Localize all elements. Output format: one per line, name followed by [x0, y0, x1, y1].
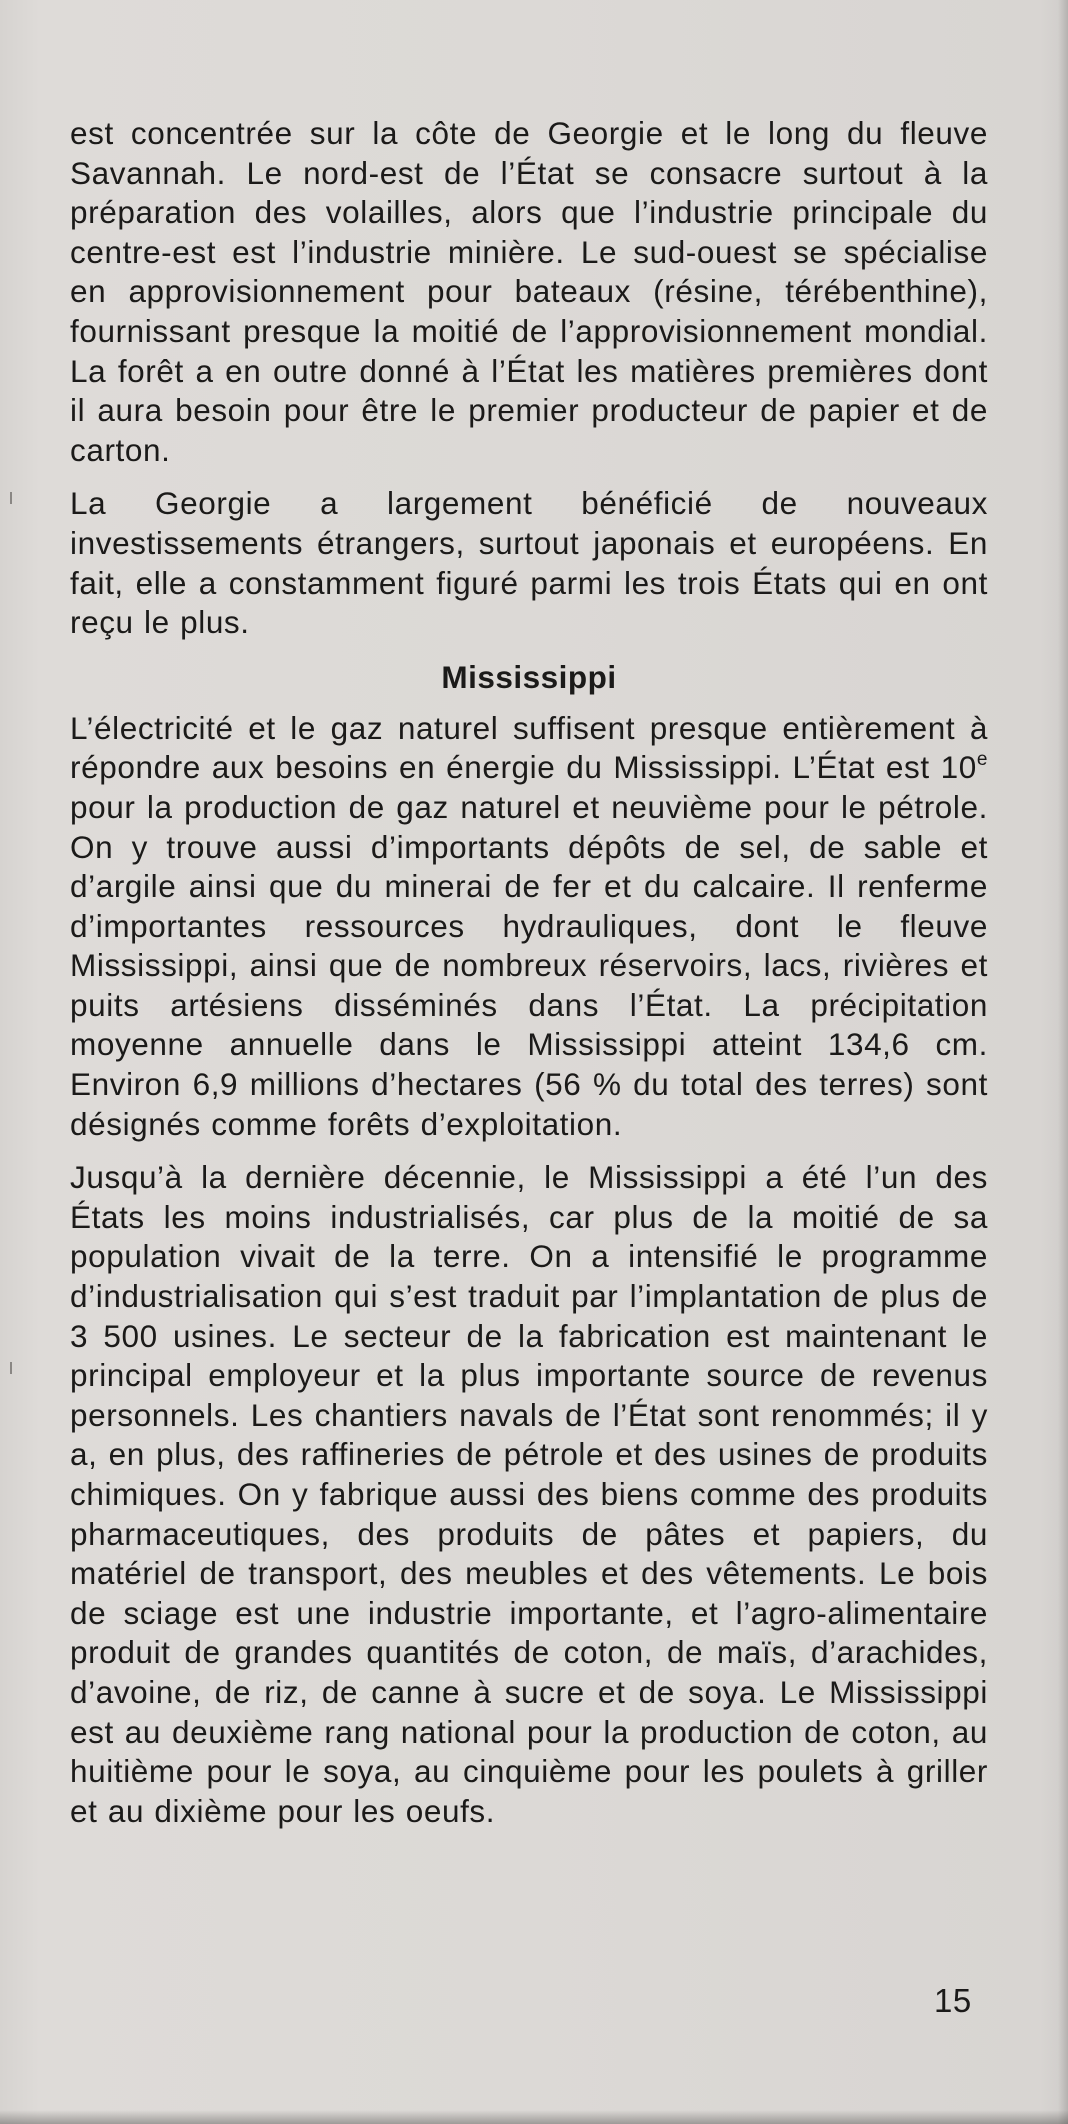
page-bottom-shadow	[0, 2110, 1068, 2124]
margin-speck	[10, 492, 12, 504]
paragraph-text-start: L’électricité et le gaz naturel suffisent presque entièrement à répondre aux besoins en énergie du Mississippi. L’État est 10	[70, 709, 988, 786]
page-edge-shadow	[1058, 0, 1068, 2124]
section-heading-mississippi: Mississippi	[441, 658, 617, 695]
margin-speck	[10, 1362, 12, 1374]
ordinal-superscript: e	[976, 748, 988, 770]
page-number: 15	[934, 1982, 972, 2019]
paragraph-georgia-investment: La Georgie a largement bénéficié de nouveaux investissements étrangers, surtout japonais et européens. En fait, elle a constamment figuré parmi les trois États qui en ont reçu le plus.	[70, 485, 988, 641]
paragraph-text-end: pour la production de gaz naturel et neuvième pour le pétrole. On y trouve aussi d’importants dépôts de sel, de sable et d’argile ainsi que du minerai de fer et du calcaire. Il renferme d’importantes ressources hydrauliques, dont le fleuve Mississippi, ainsi que de nombreux réservoirs, lacs, rivières et puits artésiens disséminés dans l’État. La précipitation moyenne annuelle dans le Mississippi atteint 134,6 cm. Environ 6,9 millions d’hectares (56 % du total des terres) sont désignés comme forêts d’exploitation.	[70, 788, 988, 1142]
paragraph-mississippi-resources	[70, 709, 988, 1145]
paragraph-mississippi-industry: Jusqu’à la dernière décennie, le Mississippi a été l’un des États les moins industrialisés, car plus de la moitié de sa population vivait de la terre. On a intensifié le programme d’industrialisation qui s’est traduit par l’implantation de plus de 3 500 usines. Le secteur de la fabrication est maintenant le principal employeur et la plus importante source de revenus personnels. Les chantiers navals de l’État sont renommés; il y a, en plus, des raffineries de pétrole et des usines de produits chimiques. On y fabrique aussi des biens comme des produits pharmaceutiques, des produits de pâtes et papiers, du matériel de transport, des meubles et des vêtements. Le bois de sciage est une industrie importante, et l’agro-alimentaire produit de grandes quantités de coton, de maïs, d’arachides, d’avoine, de riz, de canne à sucre et de soya. Le Mississippi est au deuxième rang national pour la production de coton, au huitième pour le soya, au cinquième pour les poulets à griller et au dixième pour les oeufs.	[70, 1159, 988, 1829]
body-text-column	[70, 114, 988, 1831]
paragraph-georgia-industry: est concentrée sur la côte de Georgie et le long du fleuve Savannah. Le nord-est de l’État se consacre surtout à la préparation des volailles, alors que l’industrie principale du centre-est est l’industrie minière. Le sud-ouest se spécialise en approvisionnement pour bateaux (résine, térébenthine), fournissant presque la moitié de l’approvisionnement mondial. La forêt a en outre donné à l’État les matières premières dont il aura besoin pour être le premier producteur de papier et de carton.	[70, 115, 988, 468]
